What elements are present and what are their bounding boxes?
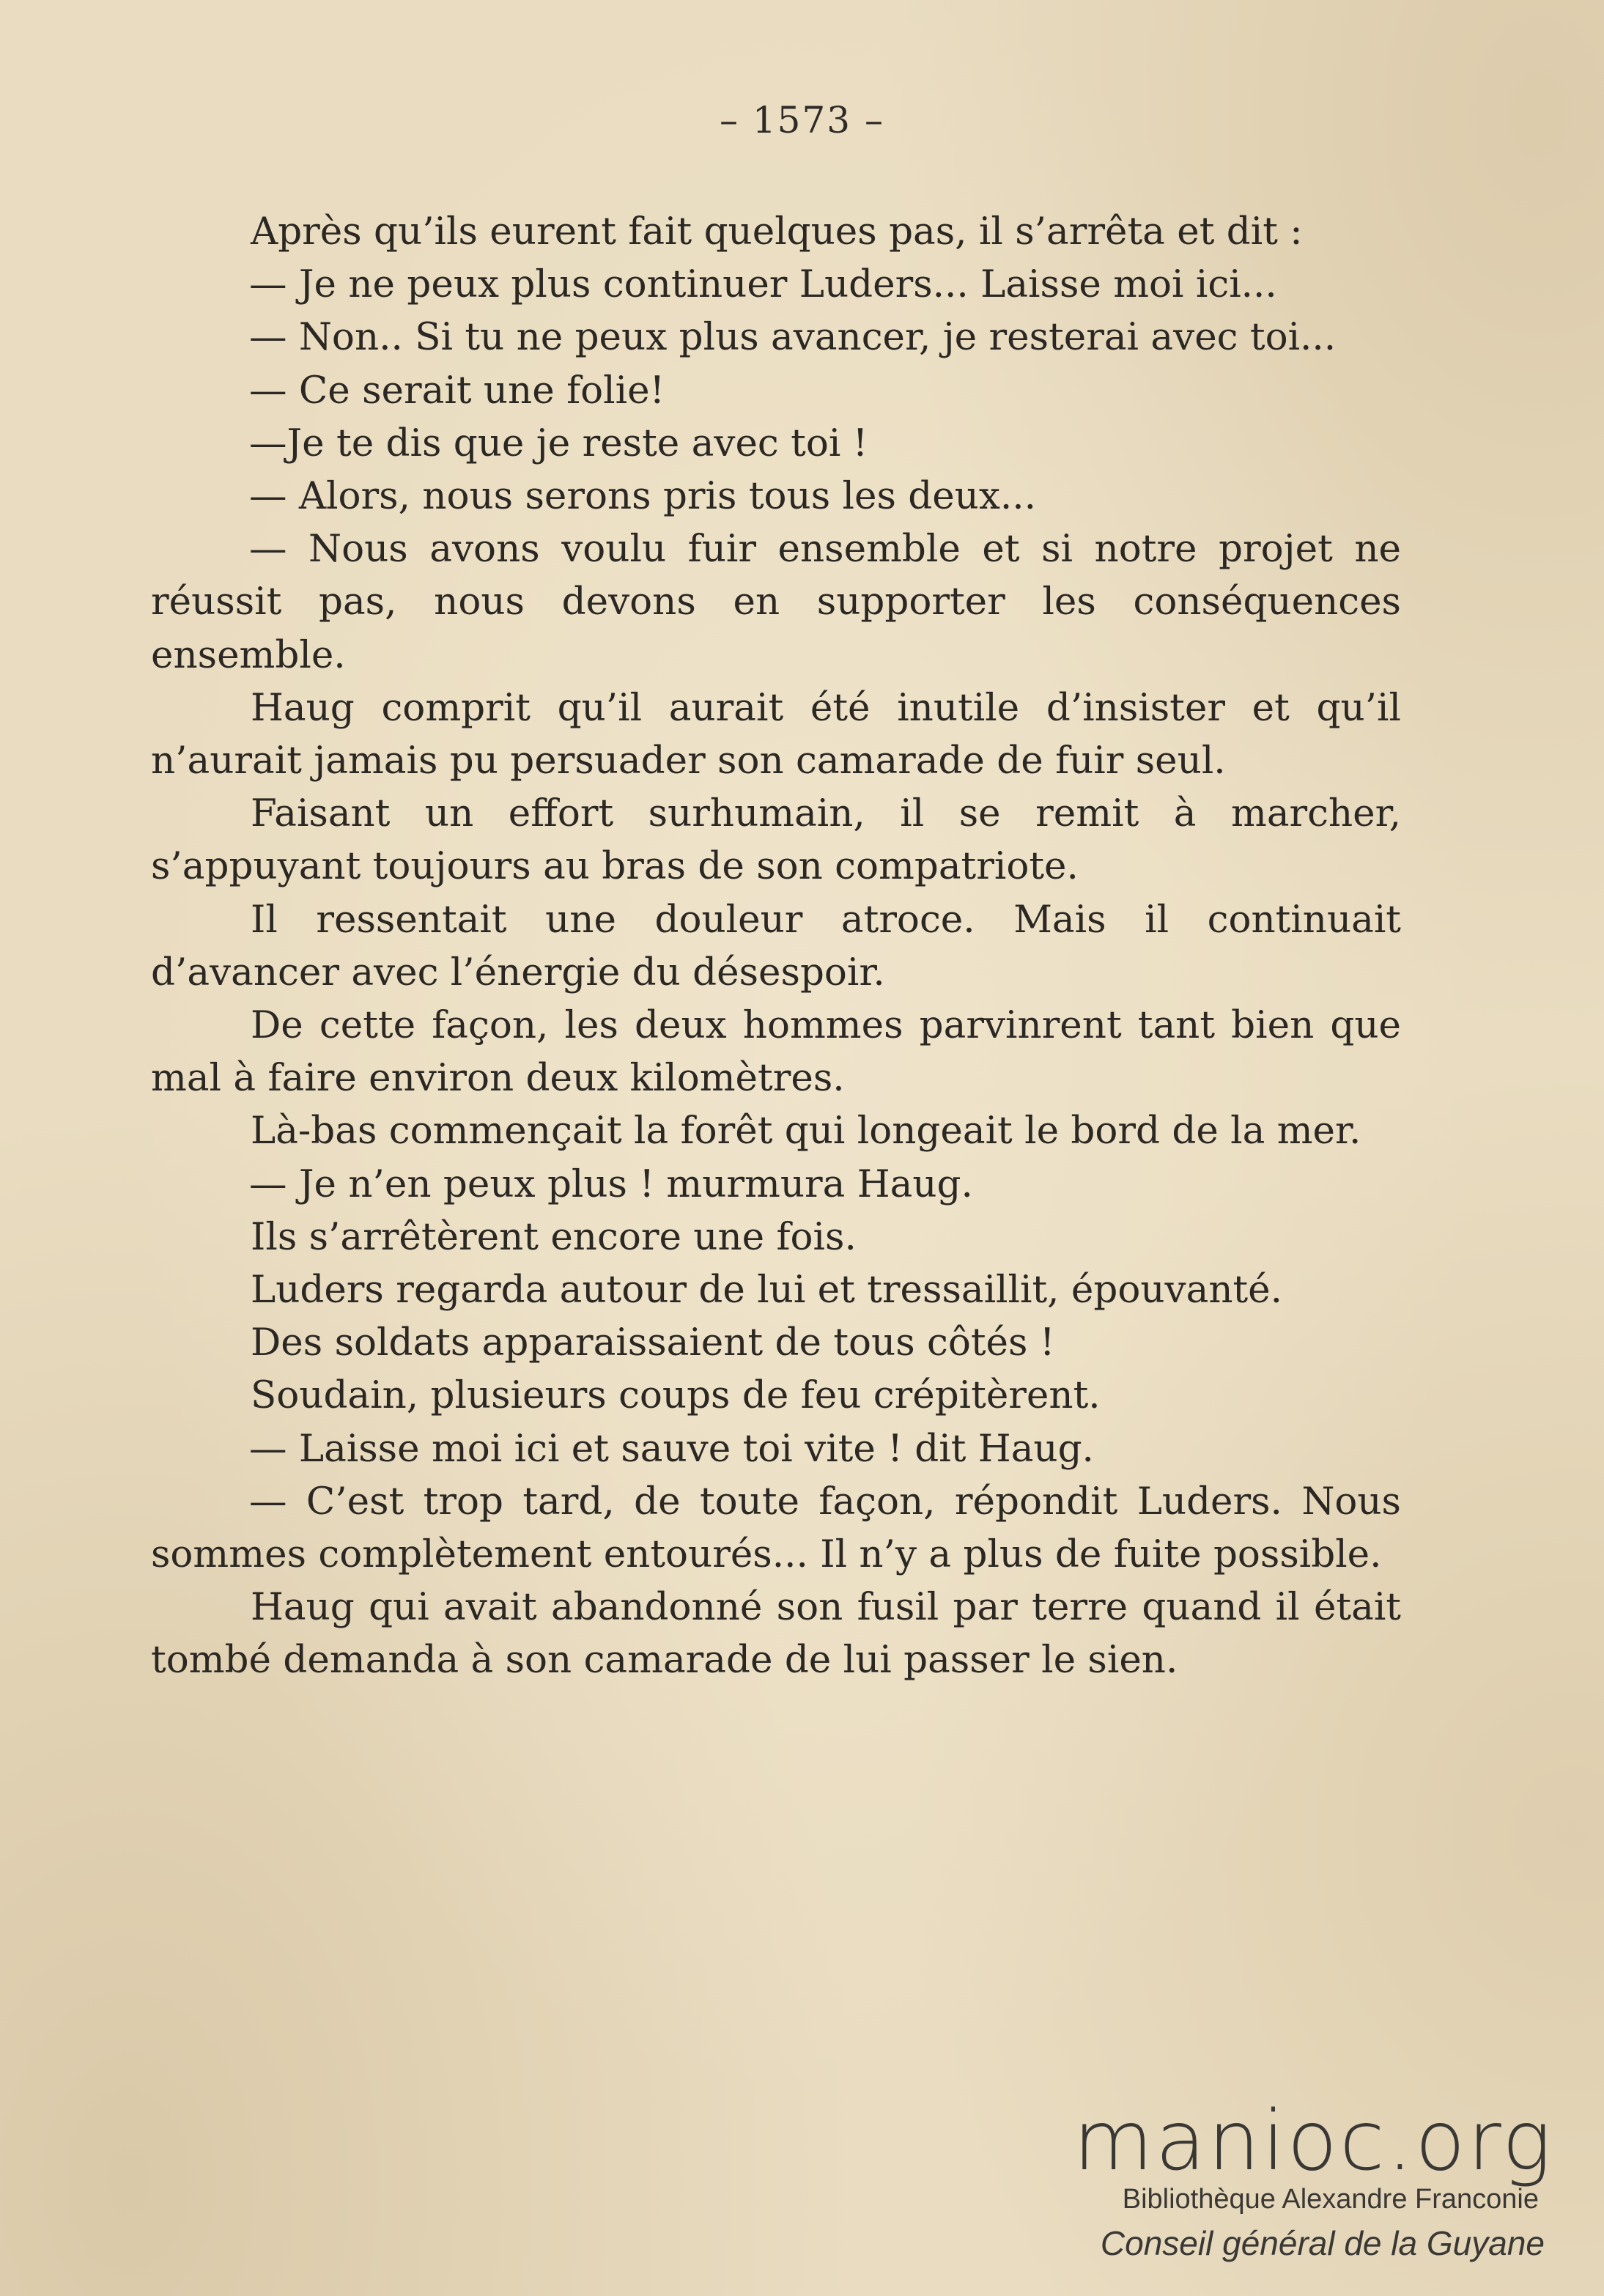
paragraph: — Laisse moi ici et sauve toi vite ! dit Haug. xyxy=(249,1426,1094,1471)
paragraph: De cette façon, les deux hommes parvinrent tant bien que mal à faire environ deux kilomètres. xyxy=(151,1003,1401,1101)
paragraph: — Nous avons voulu fuir ensemble et si notre projet ne réussit pas, nous devons en supporter les conséquences ensemble. xyxy=(151,527,1401,677)
manioc-logo[interactable] xyxy=(1070,2094,1583,2289)
logo-mark: manioc.org xyxy=(1073,2094,1553,2189)
paragraph: — Je ne peux plus continuer Luders... Laisse moi ici... xyxy=(249,262,1277,307)
paragraph: Haug comprit qu’il aurait été inutile d’insister et qu’il n’aurait jamais pu persuader son camarade de fuir seul. xyxy=(151,685,1401,783)
page-number: – 1573 – xyxy=(719,99,885,141)
paragraph: Faisant un effort surhumain, il se remit à marcher, s’appuyant toujours au bras de son compatriote. xyxy=(151,791,1401,889)
paragraph: Haug qui avait abandonné son fusil par terre quand il était tombé demanda à son camarade de lui passer le sien. xyxy=(151,1585,1401,1683)
paragraph: Des soldats apparaissaient de tous côtés ! xyxy=(251,1321,1055,1365)
paragraph: Soudain, plusieurs coups de feu crépitèrent. xyxy=(251,1373,1101,1418)
paragraph: Il ressentait une douleur atroce. Mais il continuait d’avancer avec l’énergie du désespoir. xyxy=(151,897,1401,994)
body-text xyxy=(151,205,1401,1687)
paragraph: Après qu’ils eurent fait quelques pas, il s’arrêta et dit : xyxy=(251,210,1303,254)
paragraph: — Je n’en peux plus ! murmura Haug. xyxy=(249,1162,973,1206)
paragraph: Ils s’arrêtèrent encore une fois. xyxy=(251,1214,857,1259)
paragraph: — Ce serait une folie! xyxy=(249,368,665,413)
paragraph: — C’est trop tard, de toute façon, répondit Luders. Nous sommes complètement entourés... Il n’y a plus de fuite possible. xyxy=(151,1479,1401,1577)
logo-council-name: Conseil général de la Guyane xyxy=(1100,2224,1545,2262)
paragraph: Là-bas commençait la forêt qui longeait le bord de la mer. xyxy=(251,1109,1361,1153)
paragraph: — Non.. Si tu ne peux plus avancer, je resterai avec toi... xyxy=(249,315,1337,360)
logo-library-name: Bibliothèque Alexandre Franconie xyxy=(1122,2184,1539,2215)
paragraph: —Je te dis que je reste avec toi ! xyxy=(249,421,868,465)
paragraph: — Alors, nous serons pris tous les deux... xyxy=(249,474,1037,519)
paragraph: Luders regarda autour de lui et tressaillit, épouvanté. xyxy=(251,1268,1283,1313)
